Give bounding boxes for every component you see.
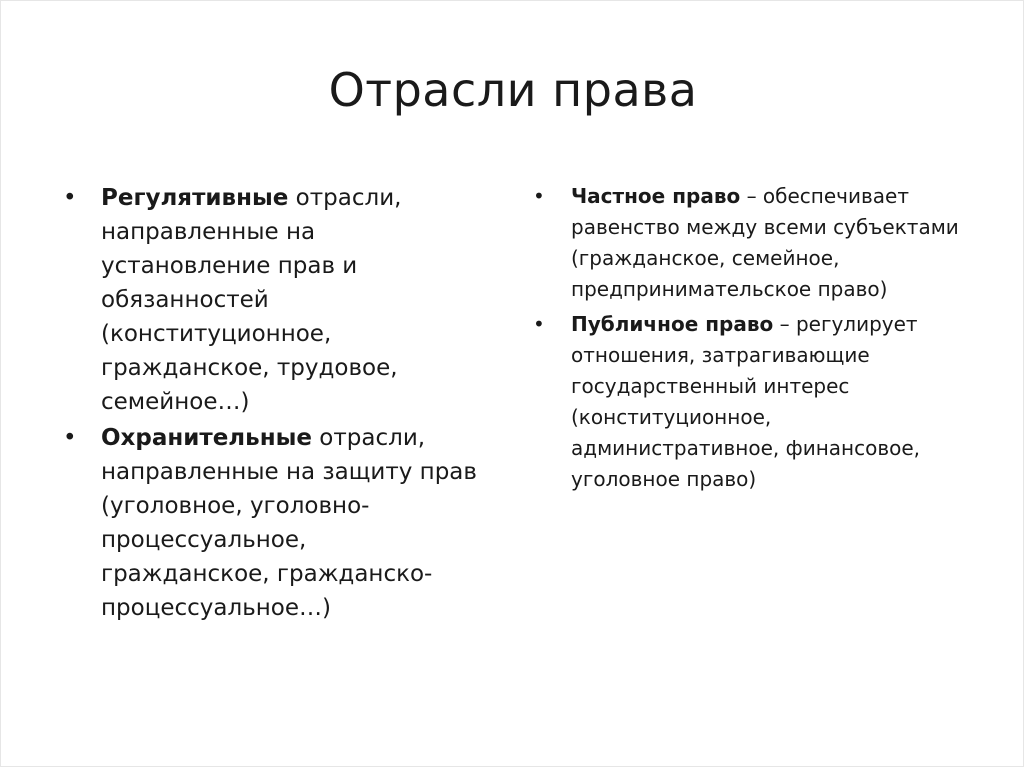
list-item-protective (63, 421, 478, 625)
term-label: Частное право (571, 184, 741, 208)
bullet-icon: • (63, 185, 77, 211)
term-label: Регулятивные (101, 185, 289, 211)
list-item-public-law (533, 309, 973, 495)
item-description: – обеспечивает равенство между всеми субъектами (гражданское, семейное, предпринимательское право) (571, 184, 959, 301)
bullet-icon: • (63, 425, 77, 451)
slide-title: Отрасли права (328, 63, 698, 117)
item-description: – регулирует отношения, затрагивающие государственный интерес (конституционное, административное, финансовое, уголовное право) (571, 312, 921, 491)
item-description: отрасли, направленные на защиту прав (уголовное, уголовно-процессуальное, гражданское, гражданско-процессуальное…) (101, 425, 477, 621)
item-description: отрасли, направленные на установление прав и обязанностей (конституционное, гражданское, трудовое, семейное…) (101, 185, 402, 415)
list-item-regulatory (63, 181, 478, 419)
bullet-icon: • (533, 312, 545, 336)
left-bullet-list (63, 181, 478, 627)
list-item-private-law (533, 181, 973, 305)
term-label: Охранительные (101, 425, 312, 451)
bullet-icon: • (533, 184, 545, 208)
right-bullet-list (533, 181, 973, 499)
term-label: Публичное право (571, 312, 774, 336)
